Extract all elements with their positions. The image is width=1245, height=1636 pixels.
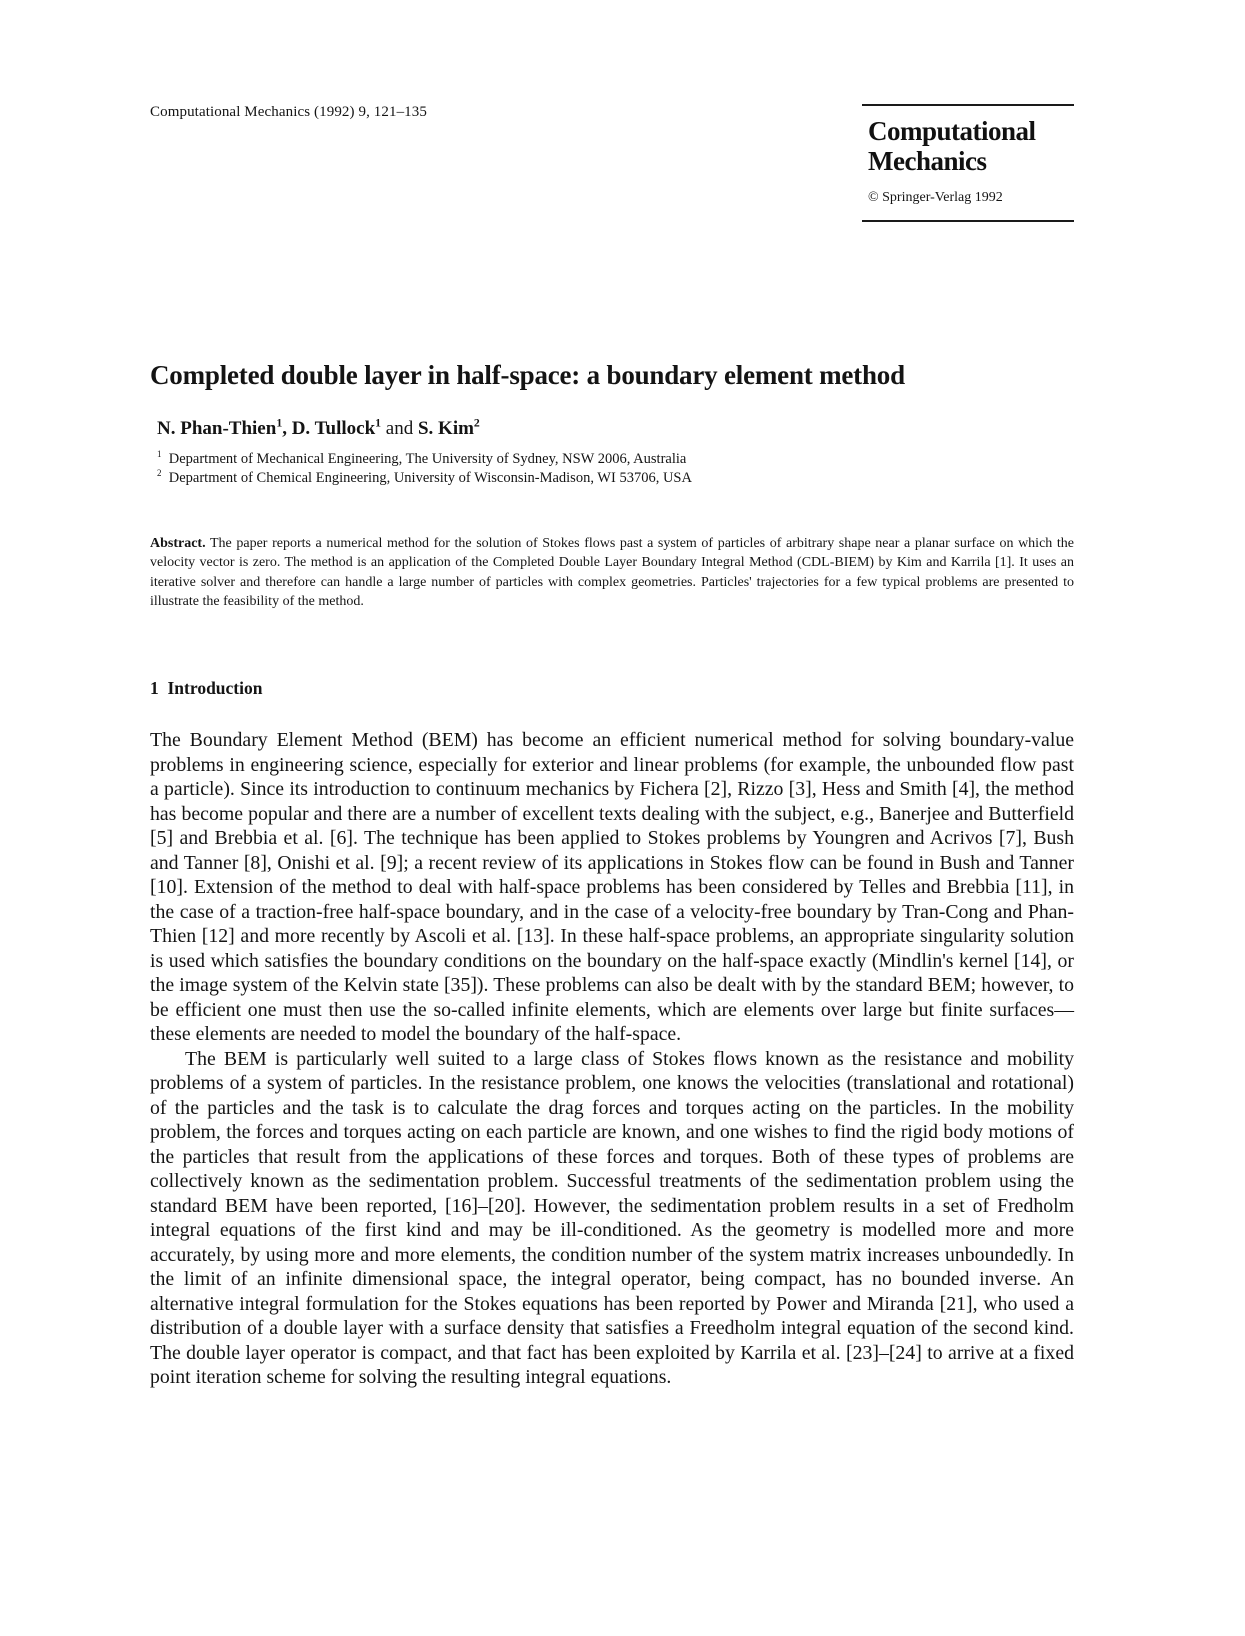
journal-citation: Computational Mechanics (1992) 9, 121–135: [150, 104, 427, 120]
journal-masthead: [862, 104, 1074, 222]
author-name: N. Phan-Thien: [157, 418, 277, 439]
author-list: [157, 418, 480, 440]
affiliation-item: [157, 450, 692, 469]
affiliation-list: [157, 450, 692, 488]
abstract-label: Abstract.: [150, 536, 206, 551]
body-paragraph: The Boundary Element Method (BEM) has become an efficient numerical method for solving boundary-value problems in engineering science, especially for exterior and linear problems (for example, the unbounded flow past a particle). Since its introduction to continuum mechanics by Fichera [2], Rizzo [3], Hess and Smith [4], the method has become popular and there are a number of excellent texts dealing with the subject, e.g., Banerjee and Butterfield [5] and Brebbia et al. [6]. The technique has been applied to Stokes problems by Youngren and Acrivos [7], Bush and Tanner [8], Onishi et al. [9]; a recent review of its applications in Stokes flow can be found in Bush and Tanner [10]. Extension of the method to deal with half-space problems has been considered by Telles and Brebbia [11], in the case of a traction-free half-space boundary, and in the case of a velocity-free boundary by Tran-Cong and Phan-Thien [12] and more recently by Ascoli et al. [13]. In these half-space problems, an appropriate singularity solution is used which satisfies the boundary conditions on the boundary on the half-space exactly (Mindlin's kernel [14], or the image system of the Kelvin state [35]). These problems can also be dealt with by the standard BEM; however, to be efficient one must then use the so-called infinite elements, which are elements over large but finite surfaces—these elements are needed to model the boundary of the half-space.: [150, 729, 1074, 1045]
paper-title: Completed double layer in half-space: a boundary element method: [150, 360, 905, 390]
publisher-copyright: © Springer-Verlag 1992: [868, 190, 1003, 205]
author-affiliation-mark: 2: [473, 416, 480, 430]
affiliation-mark: 1: [157, 449, 162, 460]
author-affiliation-mark: 1: [276, 416, 283, 430]
author-name: D. Tullock: [291, 418, 376, 439]
journal-name-line-2: Mechanics: [868, 146, 987, 176]
abstract: [150, 534, 1074, 612]
abstract-text: The paper reports a numerical method for the solution of Stokes flows past a system of particles of arbitrary shape near a planar surface on which the velocity vector is zero. The method is an application of the Completed Double Layer Boundary Integral Method (CDL-BIEM) by Kim and Karrila [1]. It uses an iterative solver and therefore can handle a large number of particles with complex geometries. Particles' trajectories for a few typical problems are presented to illustrate the feasibility of the method.: [150, 536, 1074, 610]
affiliation-mark: 2: [157, 468, 162, 479]
affiliation-item: [157, 469, 692, 488]
author-separator: ,: [282, 418, 292, 439]
journal-name-line-1: Computational: [868, 116, 1036, 146]
body-paragraph: The BEM is particularly well suited to a large class of Stokes flows known as the resistance and mobility problems of a system of particles. In the resistance problem, one knows the velocities (translational and rotational) of the particles and the task is to calculate the drag forces and torques acting on the particles. In the mobility problem, the forces and torques acting on each particle are known, and one wishes to find the rigid body motions of the particles that result from the applications of these forces and torques. Both of these types of problems are collectively known as the sedimentation problem. Successful treatments of the sedimentation problem using the standard BEM have been reported, [16]–[20]. However, the sedimentation problem results in a set of Fredholm integral equations of the first kind and may be ill-conditioned. As the geometry is modelled more and more accurately, by using more and more elements, the condition number of the system matrix increases unboundedly. In the limit of an infinite dimensional space, the integral operator, being compact, has no bounded inverse. An alternative integral formulation for the Stokes equations has been reported by Power and Miranda [21], who used a distribution of a double layer with a surface density that satisfies a Freedholm integral equation of the second kind. The double layer operator is compact, and that fact has been exploited by Karrila et al. [23]–[24] to arrive at a fixed point iteration scheme for solving the resulting integral equations.: [150, 1047, 1074, 1388]
introduction-body: [150, 728, 1074, 1390]
affiliation-text: Department of Mechanical Engineering, The University of Sydney, NSW 2006, Australia: [168, 451, 687, 467]
affiliation-text: Department of Chemical Engineering, University of Wisconsin-Madison, WI 53706, USA: [168, 470, 692, 486]
author-name: S. Kim: [417, 418, 474, 439]
author-affiliation-mark: 1: [375, 416, 382, 430]
section-heading-introduction: 1 Introduction: [150, 678, 263, 698]
author-separator: and: [381, 418, 418, 439]
